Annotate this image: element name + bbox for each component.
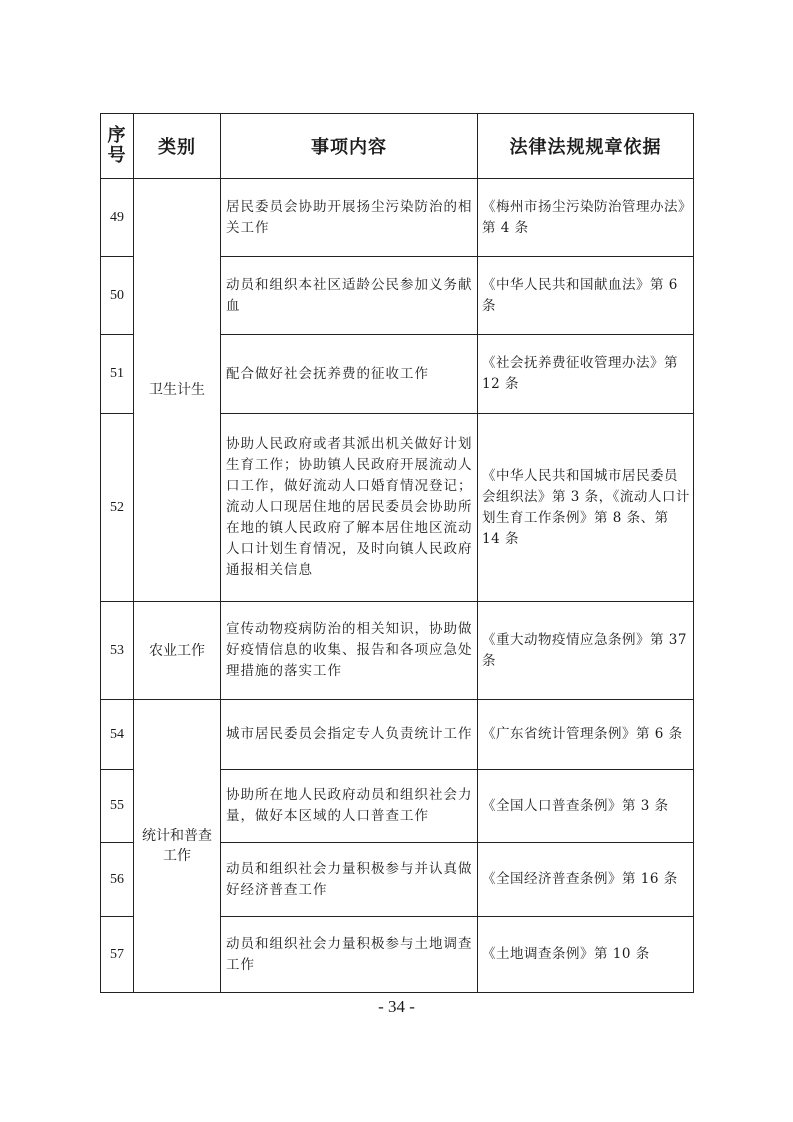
page-number: - 34 - xyxy=(378,997,415,1016)
row-number: 50 xyxy=(101,257,134,335)
law-cell: 《广东省统计管理条例》第 6 条 xyxy=(478,700,694,770)
item-cell: 居民委员会协助开展扬尘污染防治的相关工作 xyxy=(221,179,478,257)
header-item: 事项内容 xyxy=(221,114,478,179)
law-cell: 《中华人民共和国城市居民委员会组织法》第 3 条，《流动人口计划生育工作条例》第 8 条、第 14 条 xyxy=(478,414,694,602)
law-cell: 《全国人口普查条例》第 3 条 xyxy=(478,770,694,843)
table-row xyxy=(101,700,694,770)
table-header-row xyxy=(101,114,694,179)
table-row xyxy=(101,179,694,257)
law-cell: 《社会抚养费征收管理办法》第 12 条 xyxy=(478,335,694,414)
item-cell: 宣传动物疫病防治的相关知识，协助做好疫情信息的收集、报告和各项应急处理措施的落实工作 xyxy=(221,602,478,700)
item-cell: 协助人民政府或者其派出机关做好计划生育工作；协助镇人民政府开展流动人口工作，做好流动人口婚育情况登记；流动人口现居住地的居民委员会协助所在地的镇人民政府了解本居住地区流动人口计划生育情况，及时向镇人民政府通报相关信息 xyxy=(221,414,478,602)
row-number: 51 xyxy=(101,335,134,414)
law-cell: 《土地调查条例》第 10 条 xyxy=(478,917,694,993)
header-seq xyxy=(101,114,134,179)
header-seq-top: 序 xyxy=(107,125,127,146)
header-seq-bottom: 号 xyxy=(107,145,127,166)
row-number: 57 xyxy=(101,917,134,993)
row-number: 55 xyxy=(101,770,134,843)
header-law: 法律法规规章依据 xyxy=(478,114,694,179)
row-number: 49 xyxy=(101,179,134,257)
regulation-table xyxy=(100,113,694,993)
item-cell: 配合做好社会抚养费的征收工作 xyxy=(221,335,478,414)
category-cell: 农业工作 xyxy=(134,602,221,700)
item-cell: 动员和组织社会力量积极参与土地调查工作 xyxy=(221,917,478,993)
item-cell: 动员和组织社会力量积极参与并认真做好经济普查工作 xyxy=(221,843,478,917)
row-number: 56 xyxy=(101,843,134,917)
law-cell: 《中华人民共和国献血法》第 6 条 xyxy=(478,257,694,335)
item-cell: 城市居民委员会指定专人负责统计工作 xyxy=(221,700,478,770)
law-cell: 《梅州市扬尘污染防治管理办法》第 4 条 xyxy=(478,179,694,257)
row-number: 54 xyxy=(101,700,134,770)
row-number: 52 xyxy=(101,414,134,602)
category-cell: 统计和普查工作 xyxy=(134,700,221,993)
header-category: 类别 xyxy=(134,114,221,179)
row-number: 53 xyxy=(101,602,134,700)
item-cell: 协助所在地人民政府动员和组织社会力量，做好本区域的人口普查工作 xyxy=(221,770,478,843)
category-cell: 卫生计生 xyxy=(134,179,221,602)
table-row xyxy=(101,602,694,700)
law-cell: 《全国经济普查条例》第 16 条 xyxy=(478,843,694,917)
item-cell: 动员和组织本社区适龄公民参加义务献血 xyxy=(221,257,478,335)
law-cell: 《重大动物疫情应急条例》第 37 条 xyxy=(478,602,694,700)
